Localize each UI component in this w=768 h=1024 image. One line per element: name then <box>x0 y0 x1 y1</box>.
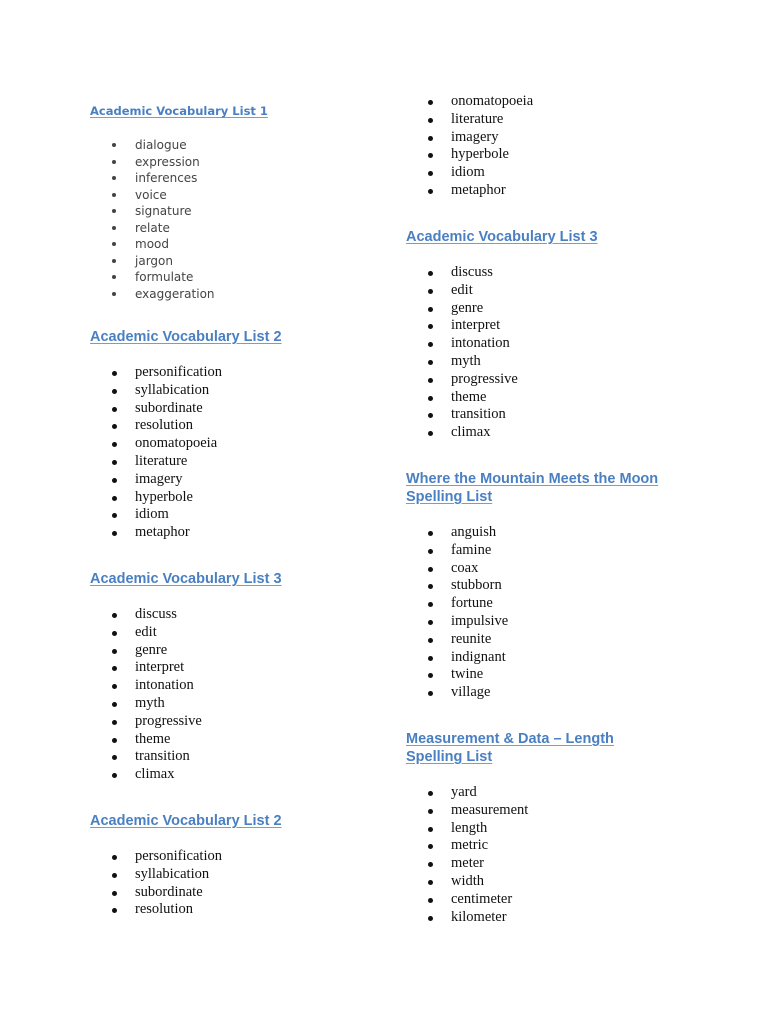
heading-mountain-spelling-line1: Where the Mountain Meets the Moon <box>406 471 659 487</box>
list-item: myth <box>406 353 518 371</box>
heading-vocab-list-2-repeat: Academic Vocabulary List 2 <box>90 813 282 829</box>
list-item: genre <box>406 300 518 318</box>
list-item: kilometer <box>406 909 528 927</box>
list-item: imagery <box>90 471 222 489</box>
heading-vocab-list-1: Academic Vocabulary List 1 <box>90 104 268 118</box>
list-item: impulsive <box>406 613 508 631</box>
list-item: resolution <box>90 901 222 919</box>
list-item: metric <box>406 837 528 855</box>
list-item: length <box>406 820 528 838</box>
list-item: myth <box>90 695 202 713</box>
list-item: idiom <box>406 164 533 182</box>
list-item: metaphor <box>90 524 222 542</box>
list-item: literature <box>406 111 533 129</box>
list-item: theme <box>406 389 518 407</box>
vocab-list-2-repeat <box>90 848 222 919</box>
list-item: village <box>406 684 508 702</box>
list-item: twine <box>406 666 508 684</box>
list-item: intonation <box>406 335 518 353</box>
heading-measurement-spelling-line1: Measurement & Data – Length <box>406 731 614 747</box>
continued-list <box>406 93 533 200</box>
list-item: interpret <box>90 659 202 677</box>
list-item: subordinate <box>90 884 222 902</box>
list-item: measurement <box>406 802 528 820</box>
heading-vocab-list-2: Academic Vocabulary List 2 <box>90 329 282 345</box>
list-item: relate <box>90 220 215 237</box>
list-item: imagery <box>406 129 533 147</box>
list-item: meter <box>406 855 528 873</box>
list-item: edit <box>406 282 518 300</box>
list-item: expression <box>90 154 215 171</box>
heading-vocab-list-3-right: Academic Vocabulary List 3 <box>406 229 598 245</box>
list-item: mood <box>90 236 215 253</box>
list-item: resolution <box>90 417 222 435</box>
list-item: onomatopoeia <box>406 93 533 111</box>
list-item: personification <box>90 364 222 382</box>
mountain-spelling-list <box>406 524 508 702</box>
list-item: formulate <box>90 269 215 286</box>
list-item: climax <box>406 424 518 442</box>
list-item: reunite <box>406 631 508 649</box>
list-item: hyperbole <box>406 146 533 164</box>
list-item: yard <box>406 784 528 802</box>
list-item: personification <box>90 848 222 866</box>
list-item: stubborn <box>406 577 508 595</box>
list-item: signature <box>90 203 215 220</box>
list-item: syllabication <box>90 866 222 884</box>
vocab-list-2 <box>90 364 222 542</box>
list-item: climax <box>90 766 202 784</box>
list-item: idiom <box>90 506 222 524</box>
list-item: literature <box>90 453 222 471</box>
list-item: syllabication <box>90 382 222 400</box>
list-item: exaggeration <box>90 286 215 303</box>
list-item: jargon <box>90 253 215 270</box>
list-item: discuss <box>90 606 202 624</box>
vocab-list-1 <box>90 137 215 302</box>
list-item: genre <box>90 642 202 660</box>
list-item: intonation <box>90 677 202 695</box>
heading-vocab-list-3: Academic Vocabulary List 3 <box>90 571 282 587</box>
list-item: progressive <box>90 713 202 731</box>
list-item: inferences <box>90 170 215 187</box>
vocab-list-3-right <box>406 264 518 442</box>
list-item: transition <box>406 406 518 424</box>
list-item: interpret <box>406 317 518 335</box>
list-item: indignant <box>406 649 508 667</box>
list-item: subordinate <box>90 400 222 418</box>
heading-mountain-spelling-line2: Spelling List <box>406 489 493 505</box>
measurement-spelling-list <box>406 784 528 926</box>
list-item: discuss <box>406 264 518 282</box>
list-item: famine <box>406 542 508 560</box>
list-item: centimeter <box>406 891 528 909</box>
list-item: metaphor <box>406 182 533 200</box>
list-item: hyperbole <box>90 489 222 507</box>
list-item: progressive <box>406 371 518 389</box>
heading-measurement-spelling-line2: Spelling List <box>406 749 493 765</box>
list-item: width <box>406 873 528 891</box>
list-item: edit <box>90 624 202 642</box>
list-item: coax <box>406 560 508 578</box>
vocab-list-3 <box>90 606 202 784</box>
list-item: onomatopoeia <box>90 435 222 453</box>
list-item: transition <box>90 748 202 766</box>
list-item: dialogue <box>90 137 215 154</box>
list-item: voice <box>90 187 215 204</box>
list-item: anguish <box>406 524 508 542</box>
list-item: fortune <box>406 595 508 613</box>
list-item: theme <box>90 731 202 749</box>
